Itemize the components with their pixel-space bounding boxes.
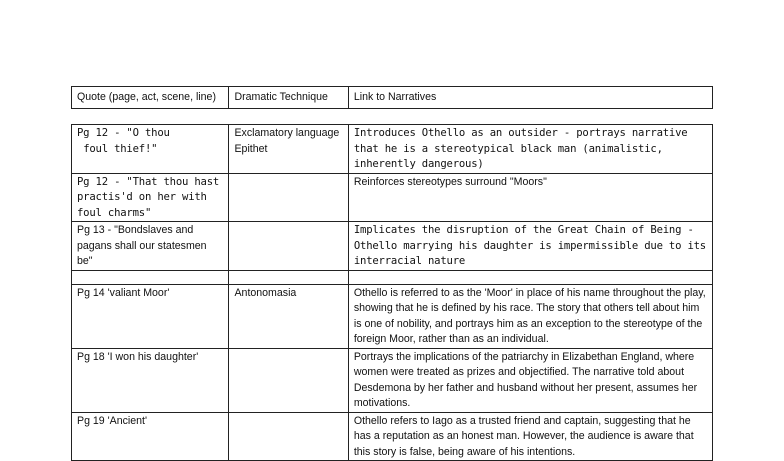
table-row — [72, 348, 713, 412]
header-quote: Quote (page, act, scene, line) — [72, 87, 229, 109]
quote-cell: Pg 19 'Ancient' — [72, 412, 229, 461]
table-row — [72, 125, 713, 174]
quote-cell: Pg 18 'I won his daughter' — [72, 348, 229, 412]
header-table — [71, 86, 713, 109]
quote-cell: Pg 12 - "O thou foul thief!" — [72, 125, 229, 174]
narrative-cell: Othello refers to Iago as a trusted friend and captain, suggesting that he has a reputation as an honest man. However, the audience is aware that this story is false, being aware of his intentions. — [348, 412, 712, 461]
technique-cell — [229, 270, 348, 284]
technique-cell — [229, 173, 348, 222]
table-row-spacer — [72, 270, 713, 284]
narrative-cell: Introduces Othello as an outsider - portrays narrative that he is a stereotypical black man (animalistic, inherently dangerous) — [348, 125, 712, 174]
header-row — [72, 87, 713, 109]
header-narrative: Link to Narratives — [348, 87, 712, 109]
narrative-cell: Othello is referred to as the 'Moor' in place of his name throughout the play, showing that he is defined by his race. The story that others tell about him is one of nobility, and portrays him as an exception to the stereotype of the foreign Moor, rather than as an individual. — [348, 284, 712, 348]
narrative-cell: Portrays the implications of the patriarchy in Elizabethan England, where women were treated as prizes and objectified. The narrative told about Desdemona by her father and husband without her present, assumes her motivations. — [348, 348, 712, 412]
narrative-cell: Reinforces stereotypes surround "Moors" — [348, 173, 712, 222]
technique-cell: Exclamatory language Epithet — [229, 125, 348, 174]
quote-cell — [72, 270, 229, 284]
table-row — [72, 222, 713, 271]
table-row — [72, 284, 713, 348]
narrative-cell: Implicates the disruption of the Great Chain of Being - Othello marrying his daughter is impermissible due to its interracial nature — [348, 222, 712, 271]
quote-cell: Pg 12 - "That thou hast practis'd on her with foul charms" — [72, 173, 229, 222]
table-row — [72, 173, 713, 222]
header-technique: Dramatic Technique — [229, 87, 348, 109]
technique-cell — [229, 222, 348, 271]
narrative-cell — [348, 270, 712, 284]
table-row — [72, 412, 713, 461]
quote-cell: Pg 14 'valiant Moor' — [72, 284, 229, 348]
technique-cell — [229, 348, 348, 412]
quotes-table — [71, 124, 713, 461]
quote-cell: Pg 13 - "Bondslaves and pagans shall our statesmen be" — [72, 222, 229, 271]
technique-cell: Antonomasia — [229, 284, 348, 348]
technique-cell — [229, 412, 348, 461]
